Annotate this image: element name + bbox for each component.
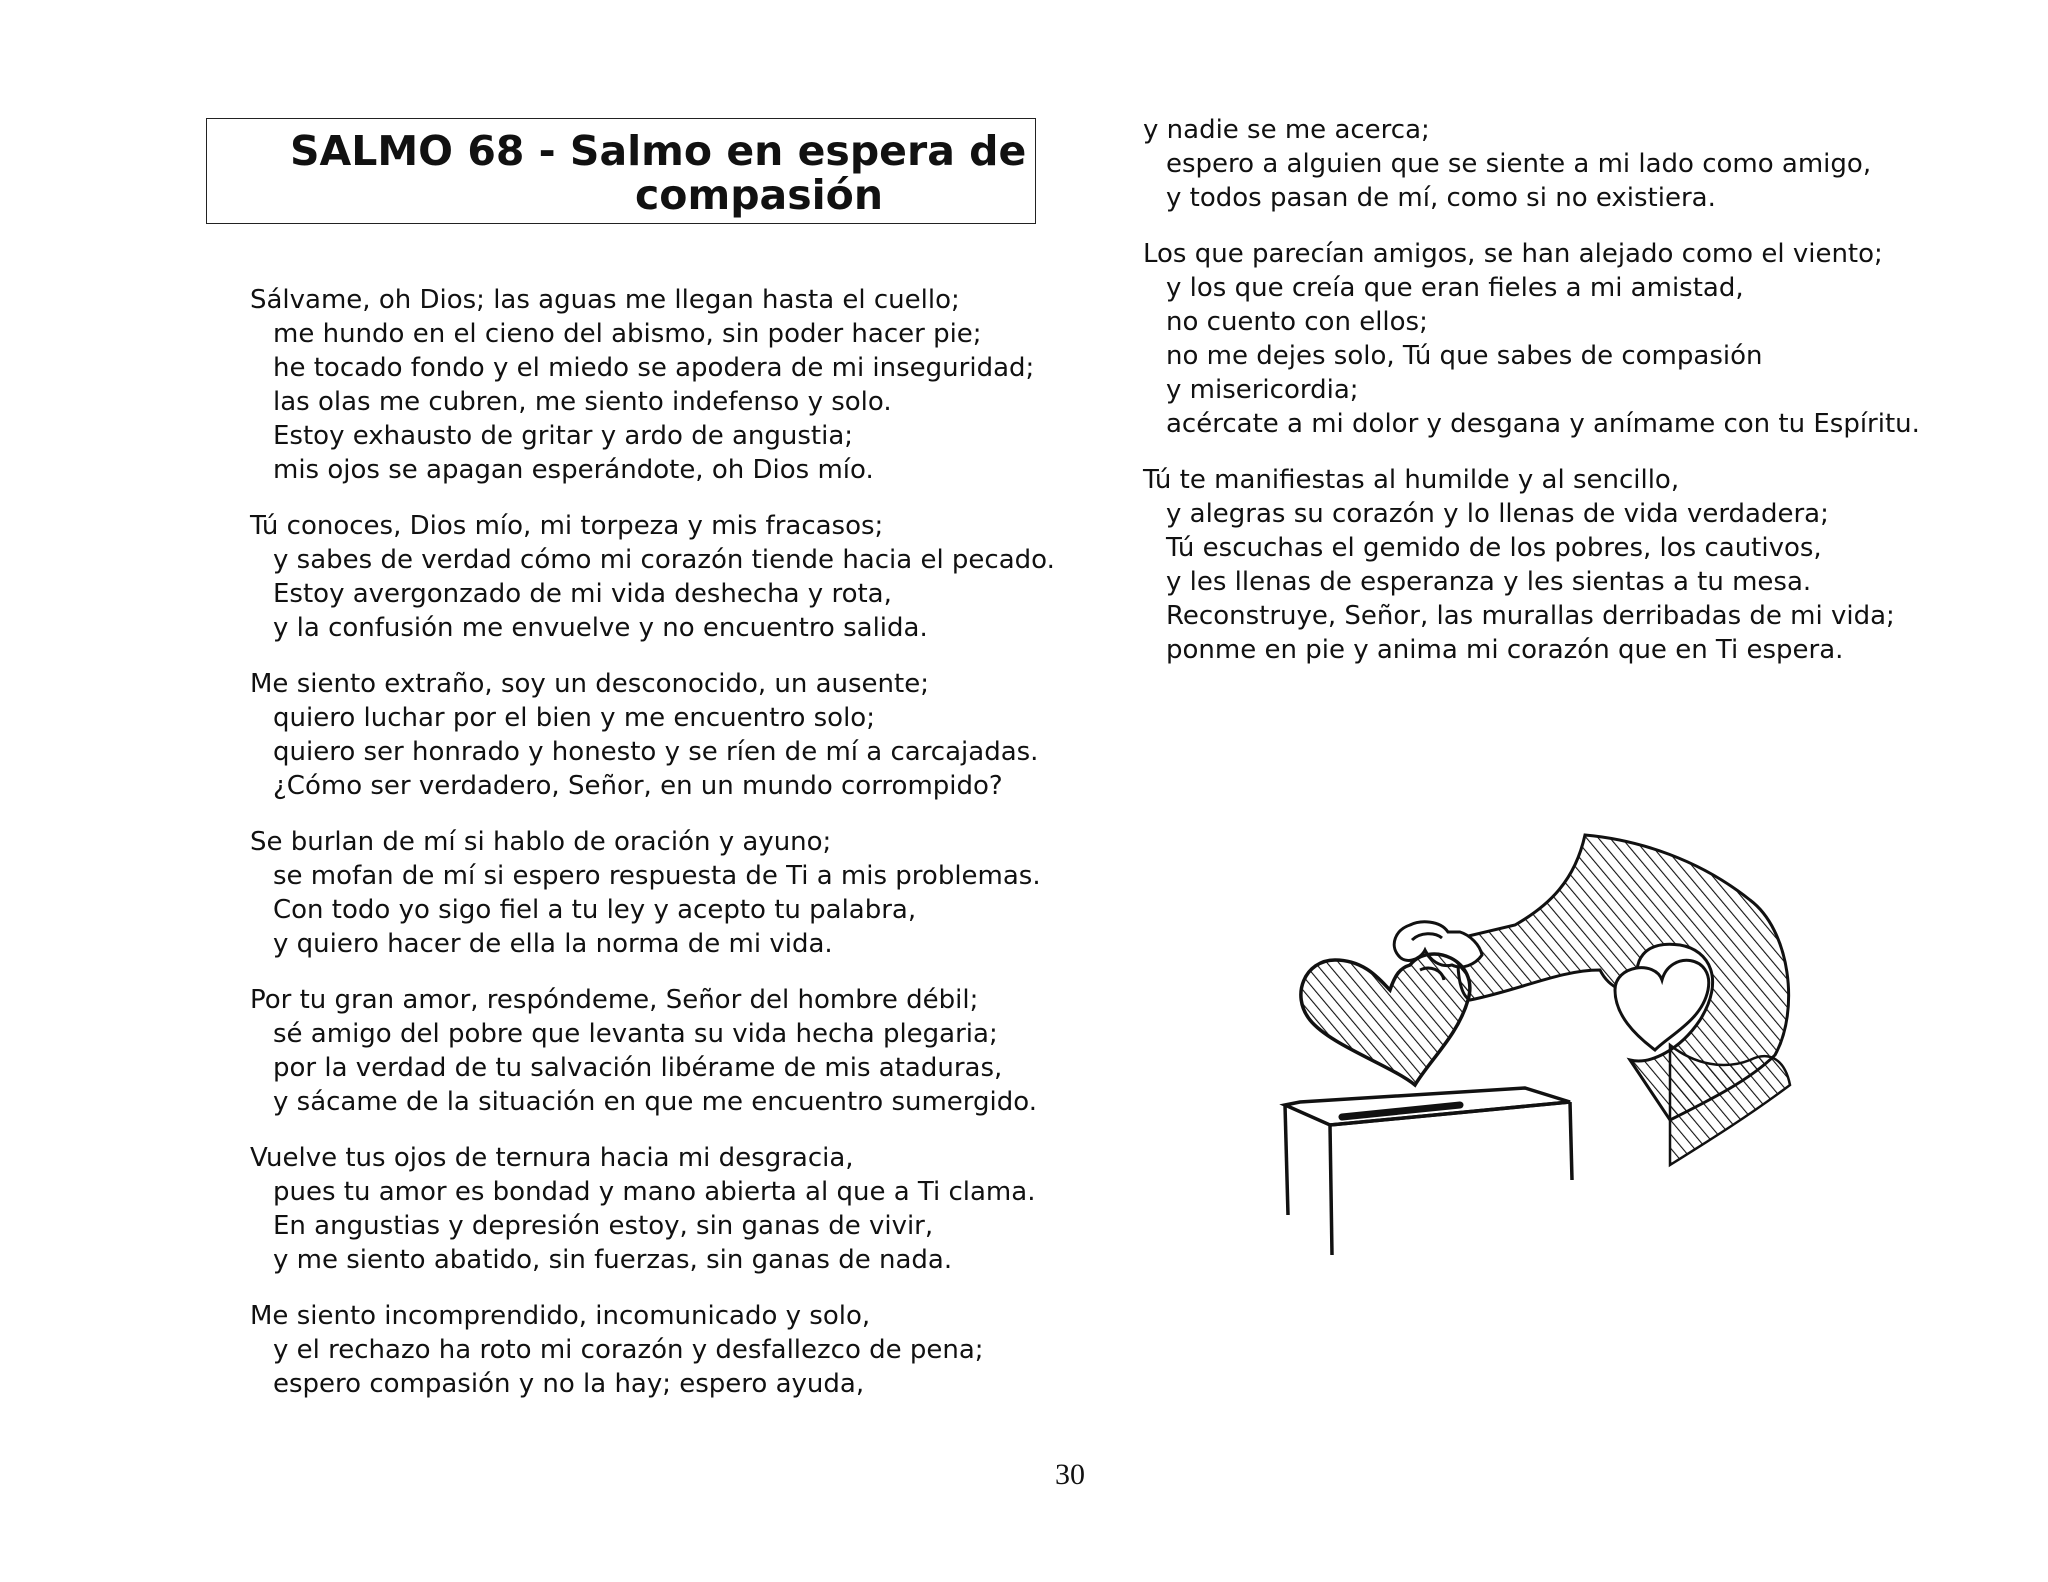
verse-line: acércate a mi dolor y desgana y anímame con tu Espíritu.: [1166, 409, 1920, 439]
stanza: [250, 983, 1050, 1119]
verse-line: espero compasión y no la hay; espero ayuda,: [273, 1369, 865, 1399]
verse-line: y misericordia;: [1166, 375, 1359, 405]
verse-line: y alegras su corazón y lo llenas de vida verdadera;: [1166, 499, 1829, 529]
verse-line: no cuento con ellos;: [1166, 307, 1428, 337]
right-column: [1143, 113, 1920, 689]
verse-line: y sabes de verdad cómo mi corazón tiende hacia el pecado.: [273, 545, 1055, 575]
verse-line: pues tu amor es bondad y mano abierta al que a Ti clama.: [273, 1177, 1036, 1207]
verse-line: sé amigo del pobre que levanta su vida hecha plegaria;: [273, 1019, 998, 1049]
verse-line: y todos pasan de mí, como si no existiera.: [1166, 183, 1716, 213]
verse-line: Vuelve tus ojos de ternura hacia mi desgracia,: [250, 1143, 854, 1173]
verse-line: me hundo en el cieno del abismo, sin poder hacer pie;: [273, 319, 982, 349]
verse-line: Estoy avergonzado de mi vida deshecha y rota,: [273, 579, 892, 609]
page-title-line-2: compasión: [635, 171, 884, 219]
verse-line: las olas me cubren, me siento indefenso y solo.: [273, 387, 892, 417]
verse-line: Reconstruye, Señor, las murallas derribadas de mi vida;: [1166, 601, 1895, 631]
verse-line: y el rechazo ha roto mi corazón y desfallezco de pena;: [273, 1335, 984, 1365]
verse-line: y nadie se me acerca;: [1143, 115, 1430, 145]
verse-line: Estoy exhausto de gritar y ardo de angustia;: [273, 421, 854, 451]
verse-line: quiero ser honrado y honesto y se ríen de mí a carcajadas.: [273, 737, 1039, 767]
verse-line: quiero luchar por el bien y me encuentro solo;: [273, 703, 875, 733]
stanza: [1143, 113, 1903, 215]
verse-line: mis ojos se apagan esperándote, oh Dios mío.: [273, 455, 874, 485]
verse-line: y quiero hacer de ella la norma de mi vida.: [273, 929, 833, 959]
stanza: [250, 509, 1055, 645]
stanza: [1143, 463, 1903, 667]
page-title-line-1: SALMO 68 - Salmo en espera de: [290, 127, 1027, 175]
verse-line: espero a alguien que se siente a mi lado como amigo,: [1166, 149, 1872, 179]
verse-line: por la verdad de tu salvación libérame de mis ataduras,: [273, 1053, 1003, 1083]
verse-line: Me siento incomprendido, incomunicado y solo,: [250, 1301, 871, 1331]
verse-line: ¿Cómo ser verdadero, Señor, en un mundo corrompido?: [273, 771, 1003, 801]
verse-line: se mofan de mí si espero respuesta de Ti a mis problemas.: [273, 861, 1041, 891]
stanza: [250, 1141, 1050, 1277]
verse-line: y sácame de la situación en que me encuentro sumergido.: [273, 1087, 1037, 1117]
verse-line: Me siento extraño, soy un desconocido, un ausente;: [250, 669, 929, 699]
verse-line: y les llenas de esperanza y les sientas a tu mesa.: [1166, 567, 1812, 597]
verse-line: Los que parecían amigos, se han alejado como el viento;: [1143, 239, 1883, 269]
verse-line: Con todo yo sigo fiel a tu ley y acepto tu palabra,: [273, 895, 917, 925]
verse-line: he tocado fondo y el miedo se apodera de mi inseguridad;: [273, 353, 1035, 383]
verse-line: En angustias y depresión estoy, sin ganas de vivir,: [273, 1211, 934, 1241]
verse-line: y me siento abatido, sin fuerzas, sin ganas de nada.: [273, 1245, 953, 1275]
verse-line: Tú escuchas el gemido de los pobres, los cautivos,: [1166, 533, 1822, 563]
verse-line: Tú te manifiestas al humilde y al sencillo,: [1143, 465, 1680, 495]
stanza: [250, 1299, 1050, 1401]
verse-line: y los que creía que eran fieles a mi amistad,: [1166, 273, 1744, 303]
verse-line: no me dejes solo, Tú que sabes de compasión: [1166, 341, 1763, 371]
verse-line: ponme en pie y anima mi corazón que en Ti espera.: [1166, 635, 1844, 665]
verse-line: Por tu gran amor, respóndeme, Señor del hombre débil;: [250, 985, 979, 1015]
title-box: [206, 118, 1036, 224]
verse-line: y la confusión me envuelve y no encuentro salida.: [273, 613, 928, 643]
verse-line: Sálvame, oh Dios; las aguas me llegan hasta el cuello;: [250, 285, 960, 315]
left-column: [250, 283, 1055, 1423]
stanza: [250, 283, 1050, 487]
page-number: 30: [1055, 1458, 1085, 1491]
stanza: [1143, 237, 1920, 441]
stanza: [250, 825, 1050, 961]
hand-giving-heart-to-box-icon: [1230, 820, 1850, 1270]
stanza: [250, 667, 1050, 803]
verse-line: Tú conoces, Dios mío, mi torpeza y mis fracasos;: [250, 511, 884, 541]
verse-line: Se burlan de mí si hablo de oración y ayuno;: [250, 827, 832, 857]
